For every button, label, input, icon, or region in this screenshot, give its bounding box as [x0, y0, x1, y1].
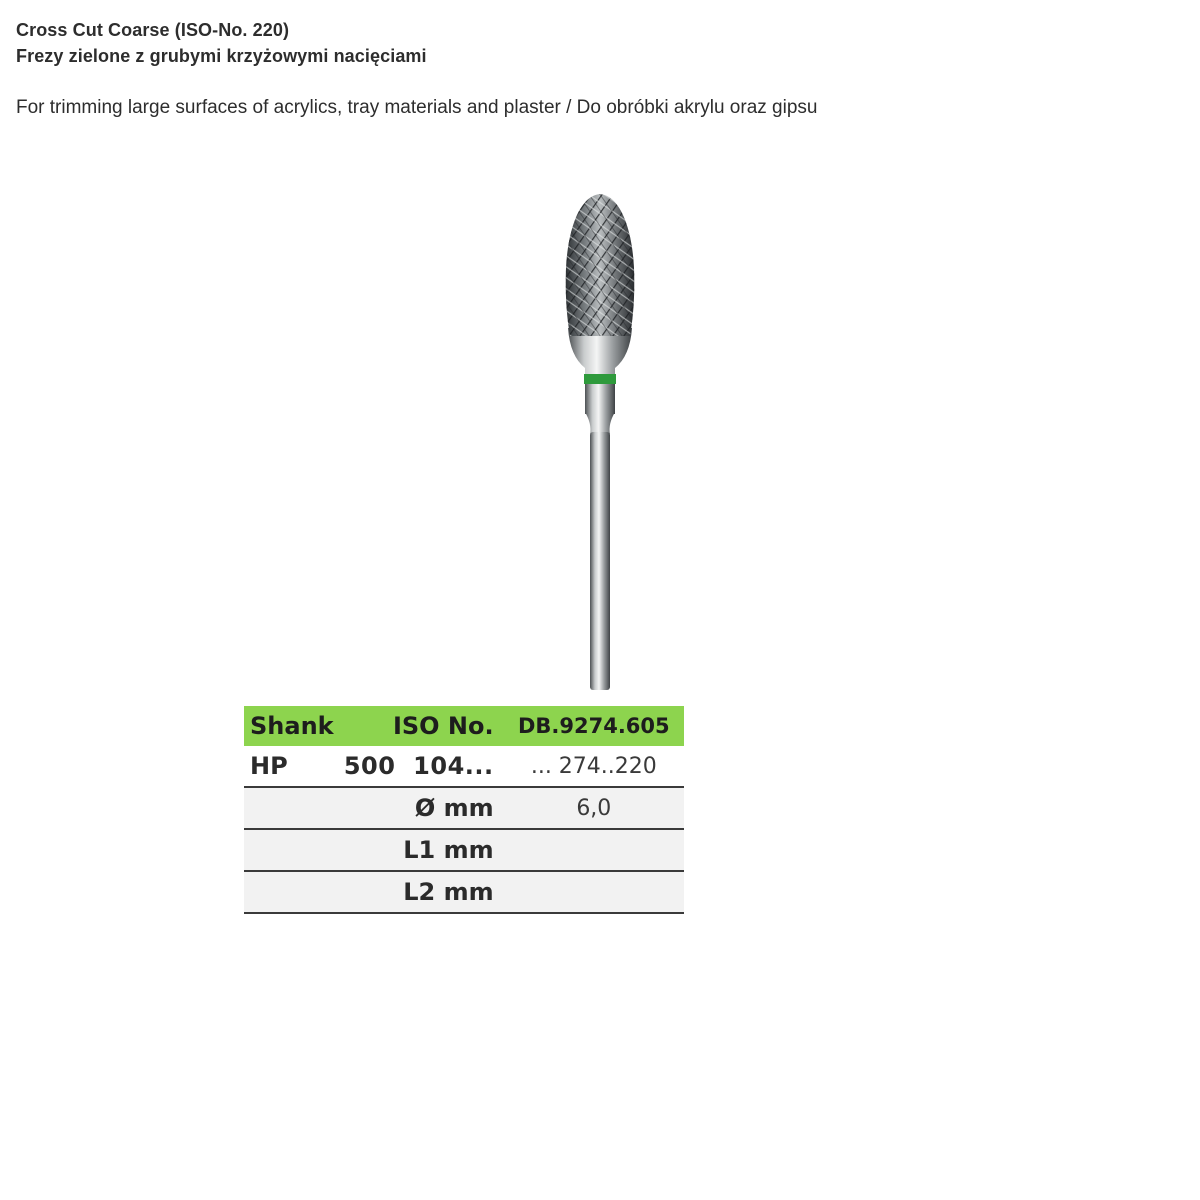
spec-table: [244, 706, 684, 914]
spec-table-header: [244, 706, 684, 746]
l1-label: L1 mm: [334, 829, 504, 871]
table-row: [244, 787, 684, 829]
diameter-value: 6,0: [504, 787, 684, 829]
table-row: [244, 746, 684, 787]
iso-number-value: 500 104...: [334, 746, 504, 787]
l1-value: [504, 829, 684, 871]
product-description: For trimming large surfaces of acrylics, tray materials and plaster / Do obróbki akrylu oraz gipsu: [16, 97, 818, 118]
article-suffix-value: ... 274..220: [504, 746, 684, 787]
l2-value: [504, 871, 684, 913]
header-iso-no: ISO No.: [334, 706, 504, 746]
empty-cell: [244, 829, 334, 871]
header-shank: Shank: [244, 706, 334, 746]
diameter-label: Ø mm: [334, 787, 504, 829]
empty-cell: [244, 787, 334, 829]
empty-cell: [244, 871, 334, 913]
l2-label: L2 mm: [334, 871, 504, 913]
table-row: [244, 871, 684, 913]
product-title-en: Cross Cut Coarse (ISO-No. 220): [16, 20, 290, 40]
table-row: [244, 829, 684, 871]
product-title-pl: Frezy zielone z grubymi krzyżowymi nacięciami: [16, 46, 427, 66]
cross-cut-bur-icon: [540, 188, 660, 703]
shank-value: HP: [244, 746, 334, 787]
header-article-number: DB.9274.605: [504, 706, 684, 746]
